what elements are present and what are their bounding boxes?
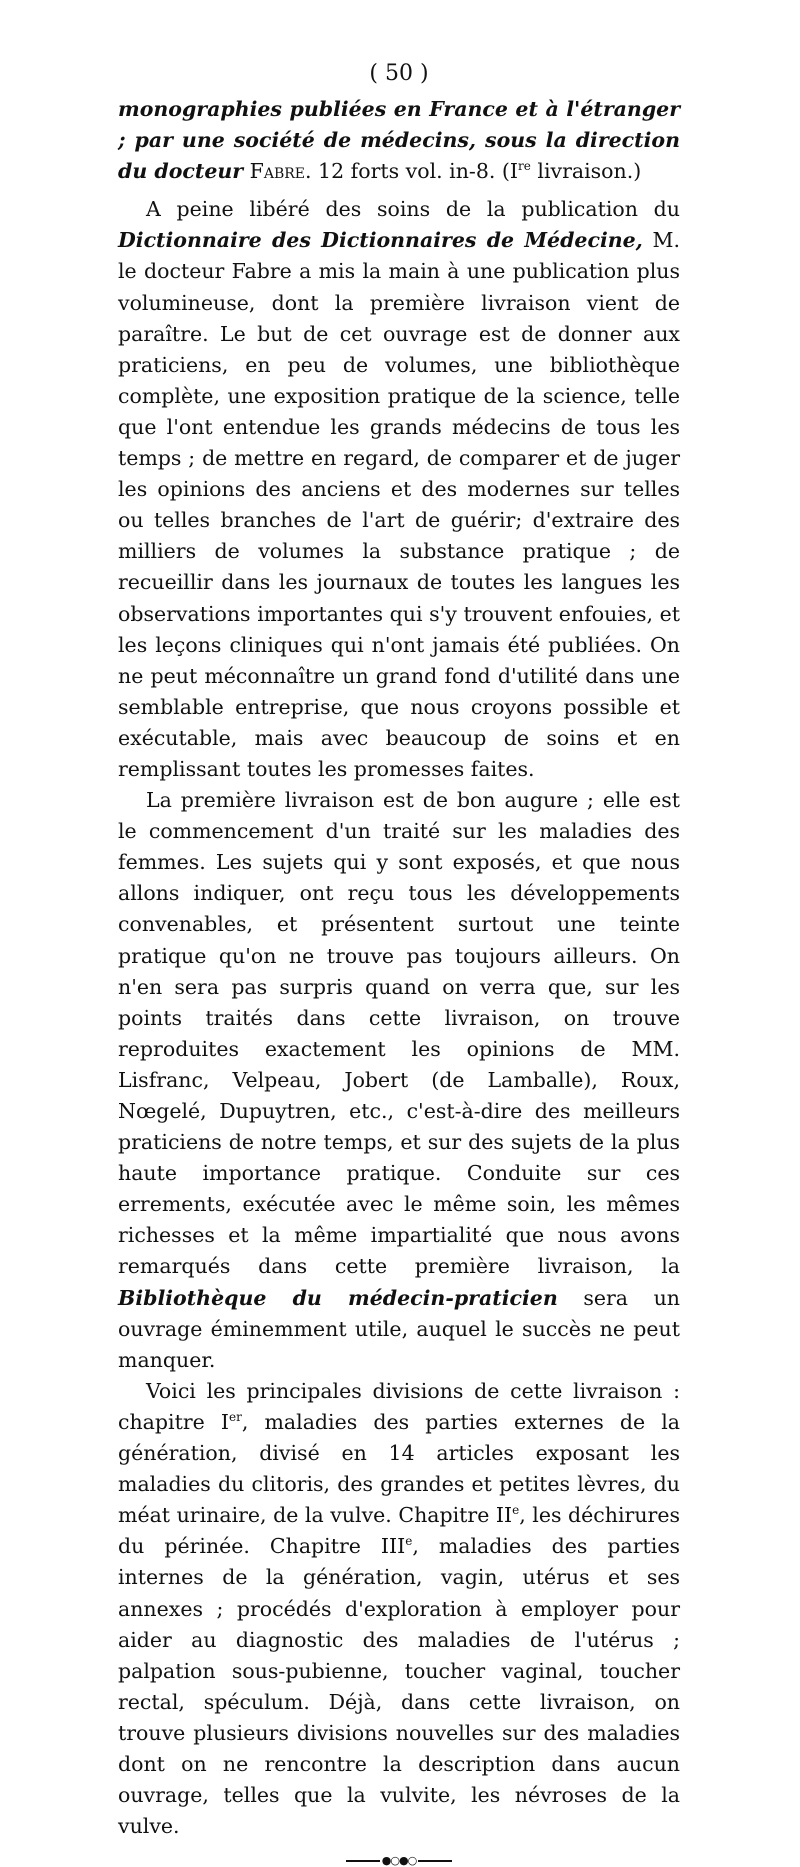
paragraph-3-s3: , les déchirures du périnée. Chapitre <box>118 1503 680 1559</box>
paragraph-1-text-b: M. le docteur Fabre a mis la main à une publication plus volumineuse, dont la première livraison vient de paraître. Le but de cet ouvrage est de donner aux praticiens, en peu de volumes, une bibliothèque complète, une exposition pratique de la science, telle que l'ont entendue les grands médecins de tous les temps ; de mettre en regard, de comparer et de juger les opinions des anciens et des modernes sur telles ou telles branches de l'art de guérir; d'extraire des milliers de volumes la substance pratique ; de recueillir dans les journaux de toutes les langues les observations importantes qui s'y trouvent enfouies, et les leçons cliniques qui n'ont jamais été publiées. On ne peut méconnaître un grand fond d'utilité dans une semblable entreprise, que nous croyons possible et exécutable, mais avec beaucoup de soins et en remplissant toutes les promesses faites. <box>118 228 680 781</box>
page-number: ( 50 ) <box>369 61 429 86</box>
book-page <box>118 58 680 1867</box>
chapter-1-sup: er <box>229 1410 242 1425</box>
chapter-2-sup: e <box>512 1503 520 1518</box>
ornament-knot-icon: ●○●○ <box>381 1854 417 1867</box>
entry-details-end: livraison.) <box>530 159 642 184</box>
paragraph-2 <box>118 785 680 1376</box>
paragraph-3 <box>118 1376 680 1842</box>
paragraph-1 <box>118 194 680 785</box>
chapter-3-sup: e <box>405 1534 413 1549</box>
paragraph-1-text-a: A peine libéré des soins de la publication du <box>146 197 680 222</box>
paragraph-3-s2: , maladies des parties externes de la génération, divisé en 14 articles exposant les maladies du clitoris, des grandes et petites lèvres, du méat urinaire, de la vulve. Chapitre <box>118 1409 680 1528</box>
chapter-2-numeral: II <box>495 1503 513 1528</box>
bibliographic-entry <box>118 94 680 187</box>
paragraph-2-title: Bibliothèque du médecin-praticien <box>118 1285 558 1310</box>
entry-details: . 12 forts vol. in-8. (I <box>305 159 519 184</box>
paragraph-1-title: Dictionnaire des Dictionnaires de Médecine, <box>118 228 643 253</box>
paragraph-2-text-a: La première livraison est de bon augure ; elle est le commencement d'un traité sur les maladies des femmes. Les sujets qui y sont exposés, et que nous allons indiquer, ont reçu tous les développements convenables, et présentent surtout une teinte pratique qu'on ne trouve pas toujours ailleurs. On n'en sera pas surpris quand on verra que, sur les points traités dans cette livraison, on trouve reproduites exactement les opinions de MM. Lisfranc, Velpeau, Jobert (de Lamballe), Roux, Nœgelé, Dupuytren, etc., c'est-à-dire des meilleurs praticiens de notre temps, et sur des sujets de la plus haute importance pratique. Conduite sur ces errements, exécutée avec le même soin, les mêmes richesses et la même impartialité que nous avons remarqués dans cette première livraison, la <box>118 788 680 1279</box>
paragraph-2-text-b: sera un ouvrage éminemment utile, auquel le succès ne peut manquer. <box>118 1285 680 1372</box>
end-ornament <box>118 1854 680 1867</box>
entry-author: Fabre <box>249 159 306 184</box>
paragraph-3-s4: , maladies des parties internes de la génération, vagin, utérus et ses annexes ; procédés d'exploration à employer pour aider au diagnostic des maladies de l'utérus ; palpation sous-pubienne, toucher vaginal, toucher rectal, spéculum. Déjà, dans cette livraison, on trouve plusieurs divisions nouvelles sur des maladies dont on ne rencontre la description dans aucun ouvrage, telles que la vulvite, les névroses de la vulve. <box>118 1534 680 1839</box>
chapter-3-numeral: III <box>380 1534 406 1559</box>
chapter-1-numeral: I <box>220 1409 229 1434</box>
paragraph-3-s1: Voici les principales divisions de cette livraison : chapitre <box>118 1378 680 1434</box>
ornament-line-left <box>346 1860 380 1862</box>
ornament-line-right <box>418 1860 452 1862</box>
entry-details-sup: re <box>518 159 531 174</box>
entry-title: monographies publiées en France et à l'étranger ; par une société de médecins, sous la direction du docteur <box>118 97 680 184</box>
